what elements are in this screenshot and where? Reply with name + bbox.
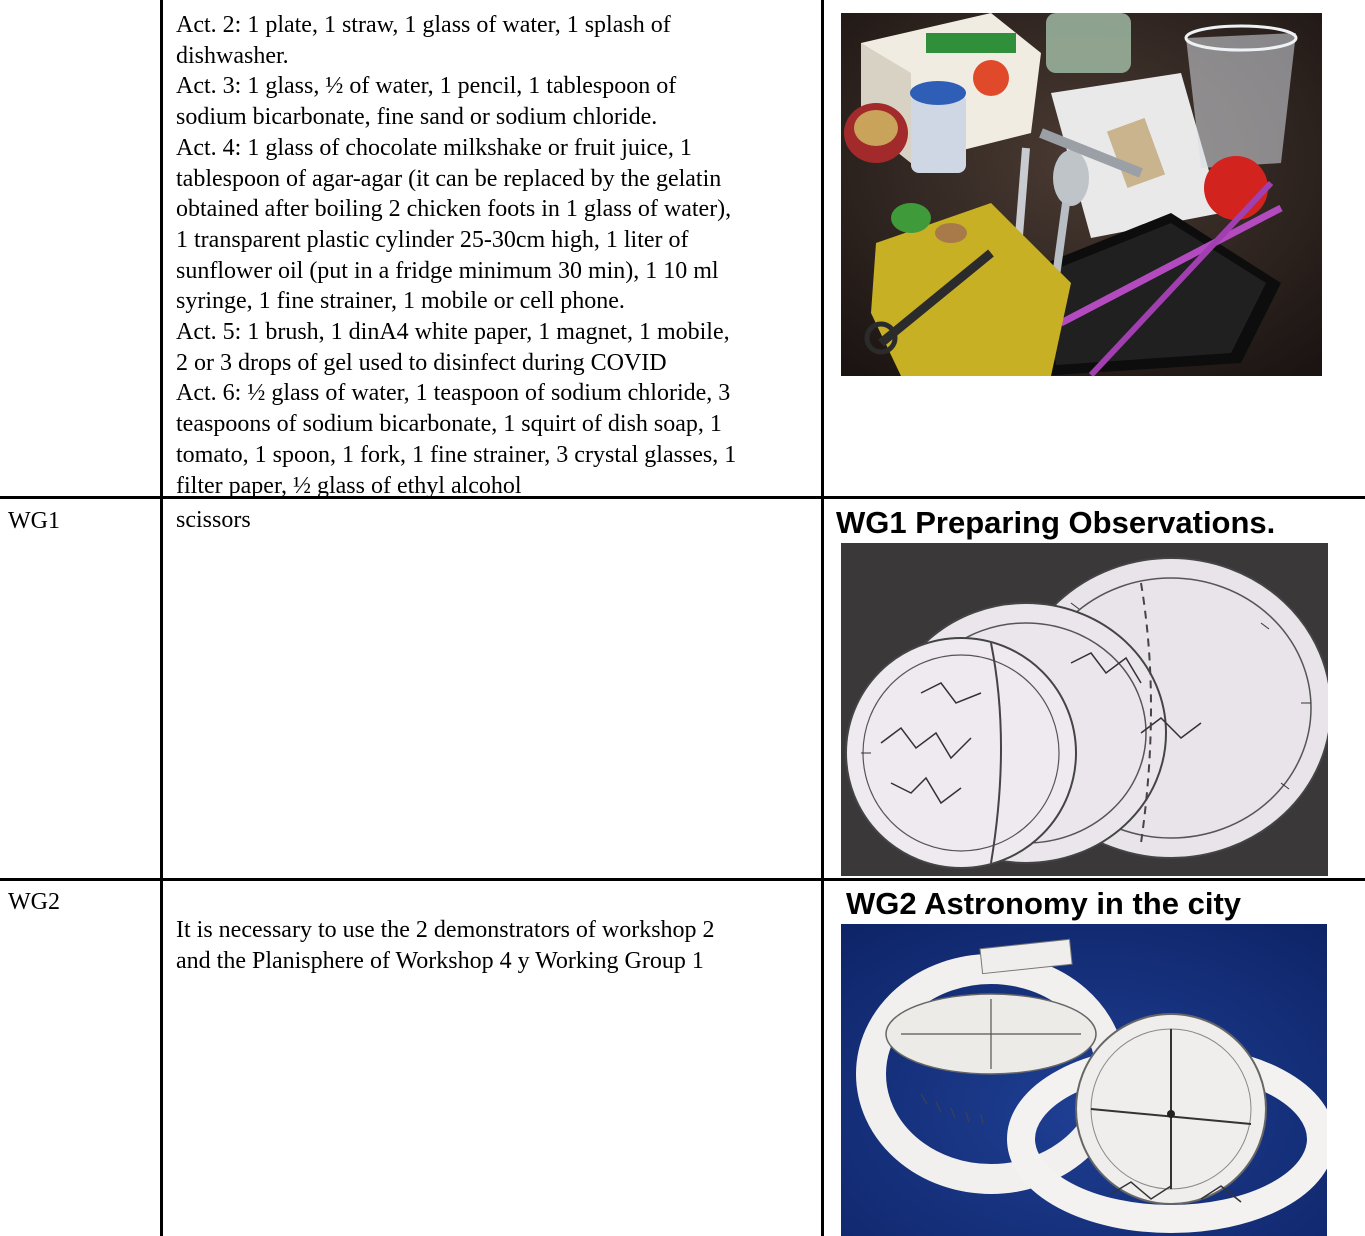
wg2-heading: WG2 Astronomy in the city	[846, 886, 1242, 921]
column-divider-1	[160, 0, 163, 1236]
materials-photo	[841, 13, 1322, 376]
column-divider-2	[821, 0, 824, 1236]
row-divider-2	[0, 878, 1365, 881]
armillary-demonstrator-photo	[841, 924, 1327, 1236]
materials-list-text: Act. 2: 1 plate, 1 straw, 1 glass of water, 1 splash of dishwasher. Act. 3: 1 glass, ½ of water, 1 pencil, 1 tablespoon of sodium bicarbonate, fine sand or sodium chloride. Act. 4: 1 glass of chocolate milkshake or fruit juice, 1 tablespoon of agar-agar (it can be replaced by the gelatin obtained after boiling 2 chicken foots in 1 glass of water), 1 transparent plastic cylinder 25-30cm high, 1 liter of sunflower oil (put in a fridge minimum 30 min), 1 10 ml syringe, 1 fine strainer, 1 mobile or cell phone. Act. 5: 1 brush, 1 dinA4 white paper, 1 magnet, 1 mobile, 2 or 3 drops of gel used to disinfect during COVID Act. 6: ½ glass of water, 1 teaspoon of sodium chloride, 3 teaspoons of sodium bicarbonate, 1 squirt of dish soap, 1 tomato, 1 spoon, 1 fork, 1 fine strainer, 3 crystal glasses, 1 filter paper, ½ glass of ethyl alcohol	[176, 12, 737, 499]
wg2-materials-text: It is necessary to use the 2 demonstrators of workshop 2 and the Planisphere of Workshop 4 y Working Group 1	[176, 917, 715, 974]
wg1-label: WG1	[8, 508, 60, 534]
armillary-demonstrator-photo-icon	[841, 924, 1327, 1236]
wg2-label: WG2	[8, 889, 60, 915]
wg1-materials-text: scissors	[176, 507, 251, 533]
planisphere-photo-icon	[841, 543, 1328, 876]
materials-photo-icon	[841, 13, 1322, 376]
planisphere-photo	[841, 543, 1328, 876]
wg1-heading: WG1 Preparing Observations.	[836, 505, 1276, 540]
